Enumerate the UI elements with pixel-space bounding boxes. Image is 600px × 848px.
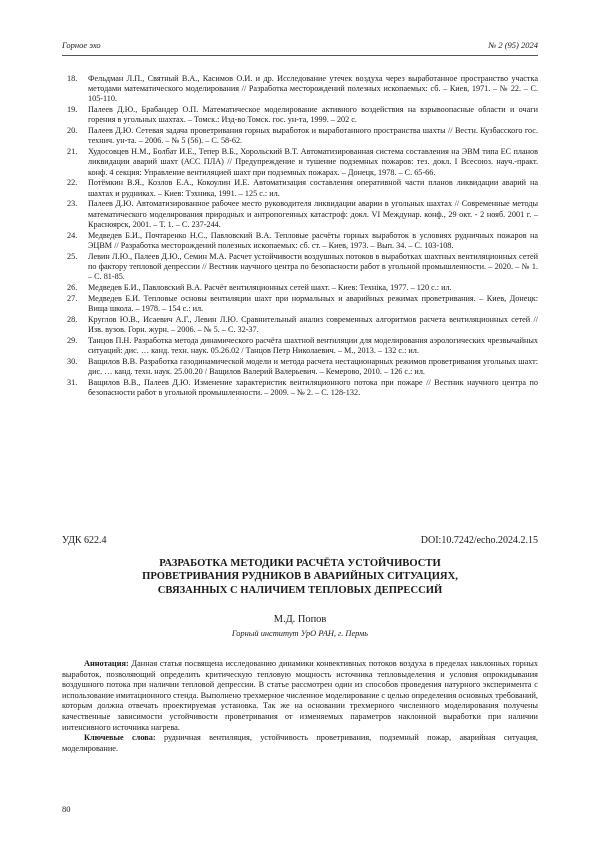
reference-item bbox=[62, 357, 538, 377]
reference-text: Медведев Б.И. Тепловые основы вентиляции шахт при нормальных и аварийных режимах проветривания. – Киев, Донецк: Вища школа. – 1978. – 154 с.: ил. bbox=[88, 293, 538, 313]
title-line: РАЗРАБОТКА МЕТОДИКИ РАСЧЁТА УСТОЙЧИВОСТИ bbox=[159, 558, 441, 569]
title-line: ПРОВЕТРИВАНИЯ РУДНИКОВ В АВАРИЙНЫХ СИТУАЦИЯХ, bbox=[142, 571, 458, 583]
reference-text: Медведев Б.И., Павловский В.А. Расчёт вентиляционных сетей шахт. – Киев: Технiка, 1977. – 120 с.: ил. bbox=[88, 282, 452, 292]
reference-text: Палеев Д.Ю. Автоматизированное рабочее место руководителя ликвидации аварии в угольных шахтах // Современные методы математического моделирования природных и антропогенных катастроф: докл. VI Междунар. конф., 29 окт. - 2 нояб. 2001 г. – Красноярск, 2001. – Т. 1. – С. 237-244. bbox=[88, 199, 538, 229]
reference-number: 31. bbox=[67, 377, 78, 387]
reference-item bbox=[62, 336, 538, 356]
reference-item bbox=[62, 283, 538, 293]
reference-number: 19. bbox=[67, 105, 78, 115]
reference-text: Ващилов В.В., Палеев Д.Ю. Изменение характеристик вентиляционного потока при пожаре // Вестник научного центра по безопасности работ в угольной промышленности. – 2009. – № 2. – С. 128-132. bbox=[88, 377, 538, 397]
author-name: М.Д. Попов bbox=[273, 614, 327, 625]
doi: DOI:10.7242/echo.2024.2.15 bbox=[420, 535, 538, 546]
reference-item bbox=[62, 199, 538, 230]
article-identifiers bbox=[62, 535, 538, 549]
reference-text: Фельдман Л.П., Святный В.А., Касимов О.И. и др. Исследование утечек воздуха через выработанное пространство участка методами математического моделирования // Разработка месторождений полезных ископаемых: сб. – Киев, 1971. – № 22. – С. 105-110. bbox=[88, 74, 538, 104]
keywords-paragraph bbox=[62, 733, 538, 754]
article-title bbox=[62, 557, 538, 597]
journal-name: Горное эхо bbox=[62, 40, 101, 50]
reference-number: 25. bbox=[67, 251, 78, 261]
reference-text: Медведев Б.И., Почтаренко Н.С., Павловский В.А. Тепловые расчёты горных выработок в условиях рудничных пожаров на ЭЦВМ // Разработка месторождений полезных ископаемых: сб. ст. – Киев, 1973. – Вып. 34. – С. 103-108. bbox=[88, 230, 538, 250]
reference-text: Левин Л.Ю., Палеев Д.Ю., Семин М.А. Расчет устойчивости воздушных потоков в выработках шахтных вентиляционных сетей по фактору тепловой депрессии // Вестник научного центра по безопасности работ в угольной промышленности. – 2020. – № 1. – С. 81-85. bbox=[88, 251, 538, 282]
reference-item bbox=[62, 315, 538, 335]
reference-number: 30. bbox=[67, 356, 78, 366]
reference-item bbox=[62, 126, 538, 146]
reference-text: Танцов П.Н. Разработка метода динамического расчёта шахтной вентиляции для моделирования аэрологических чрезвычайных ситуаций: дис. … канд. техн. наук. 05.26.02 / Танцов Петр Николаевич. – М., 2013. – 132 с.: ил. bbox=[88, 335, 538, 355]
reference-text: Палеев Д.Ю., Брабандер О.П. Математическое моделирование активного воздействия на взрывоопасные области и очаги горения в угольных шахтах. – Томск.: Изд-во Томск. гос. ун-та, 1999. – 202 с. bbox=[88, 105, 538, 125]
reference-item bbox=[62, 378, 538, 398]
reference-text: Худосовцев Н.М., Болбат И.Е., Тепер В.Б., Хорольский В.Т. Автоматизированная система составления на ЭВМ типа ЕС планов ликвидации аварий шахт (АСС ПЛА) // Предупреждение и тушение подземных пожаров: тез. докл. I Всесоюз. науч.-практ. конф. 4 секция: Управление вентиляцией шахт при подземных пожарах. – Донецк, 1978. – С. 65-66. bbox=[88, 147, 538, 177]
reference-number: 28. bbox=[67, 314, 78, 324]
keywords-text: рудничная вентиляция, устойчивость проветривания, подземный пожар, аварийная ситуация, моделирование. bbox=[62, 733, 539, 753]
issue-number: № 2 (95) 2024 bbox=[488, 40, 538, 50]
reference-number: 20. bbox=[67, 126, 78, 136]
reference-item bbox=[62, 74, 538, 105]
title-line: СВЯЗАННЫХ С НАЛИЧИЕМ ТЕПЛОВЫХ ДЕПРЕССИЙ bbox=[157, 584, 443, 596]
abstract-block bbox=[62, 659, 538, 754]
reference-number: 22. bbox=[67, 178, 78, 188]
reference-item bbox=[62, 147, 538, 178]
running-header bbox=[62, 40, 538, 54]
reference-text: Круглов Ю.В., Исаевич А.Г., Левин Л.Ю. Сравнительный анализ современных алгоритмов расчета вентиляционных сетей // Изв. вузов. Горн. журн. – 2006. – № 5. – С. 32-37. bbox=[88, 314, 538, 334]
reference-number: 23. bbox=[67, 199, 78, 209]
reference-item bbox=[62, 105, 538, 125]
reference-number: 18. bbox=[67, 74, 78, 83]
reference-number: 29. bbox=[67, 335, 78, 345]
reference-list bbox=[62, 74, 538, 399]
reference-text: Палеев Д.Ю. Сетевая задача проветривания горных выработок и выработанного пространства шахты // Вестн. Кузбасского гос. технич. ун-та. – 2006. – № 5 (56). – С. 58-62. bbox=[88, 126, 538, 146]
reference-text: Потёмкин В.Я., Козлов Е.А., Кокоулин И.Е. Автоматизация составления оперативной части планов ликвидации аварий на шахтах и рудниках. – Киев: Тэхника, 1991. – 125 с.: ил. bbox=[88, 178, 538, 198]
reference-number: 26. bbox=[67, 282, 78, 292]
reference-text: Ващилов В.В. Разработка газодинамической модели и метода расчета нестационарных режимов проветривания угольных шахт: дис. … канд. техн. наук. 25.00.20 / Ващилов Валерий Валерьевич. – Кемерово, 2010. – 126 с.: ил. bbox=[88, 356, 538, 376]
udk-code: УДК 622.4 bbox=[62, 535, 107, 546]
reference-item bbox=[62, 252, 538, 283]
reference-item bbox=[62, 178, 538, 198]
abstract-paragraph bbox=[62, 659, 538, 733]
abstract-text: Данная статья посвящена исследованию динамики конвективных потоков воздуха в пределах наклонных горных выработок, позволяющий определить критическую тепловую мощность источника тепловыделения и условия опрокидывания воздушного потока при наличии тепловой депрессии. В статье рассмотрен один из способов проведения натурного эксперимента с использование имитационного стенда. Выполнено трехмерное численное моделирование с целью определения основных требований, которым должна отвечать проектируемая установка. Так же на основании трехмерного численного моделирования получены качественные зависимости устойчивости проветривания от изменяемых параметров наклонной выработки при наличии интенсивного источника нагрева. bbox=[62, 659, 538, 732]
reference-number: 27. bbox=[67, 293, 78, 303]
reference-number: 24. bbox=[67, 230, 78, 240]
reference-item bbox=[62, 231, 538, 251]
header-divider bbox=[62, 55, 538, 56]
author-affiliation: Горный институт УрО РАН, г. Пермь bbox=[231, 629, 369, 638]
reference-number: 21. bbox=[67, 147, 78, 157]
keywords-label: Ключевые слова: bbox=[84, 733, 156, 743]
abstract-label: Аннотация: bbox=[84, 659, 129, 668]
reference-item bbox=[62, 294, 538, 314]
page-number: 80 bbox=[62, 804, 71, 814]
